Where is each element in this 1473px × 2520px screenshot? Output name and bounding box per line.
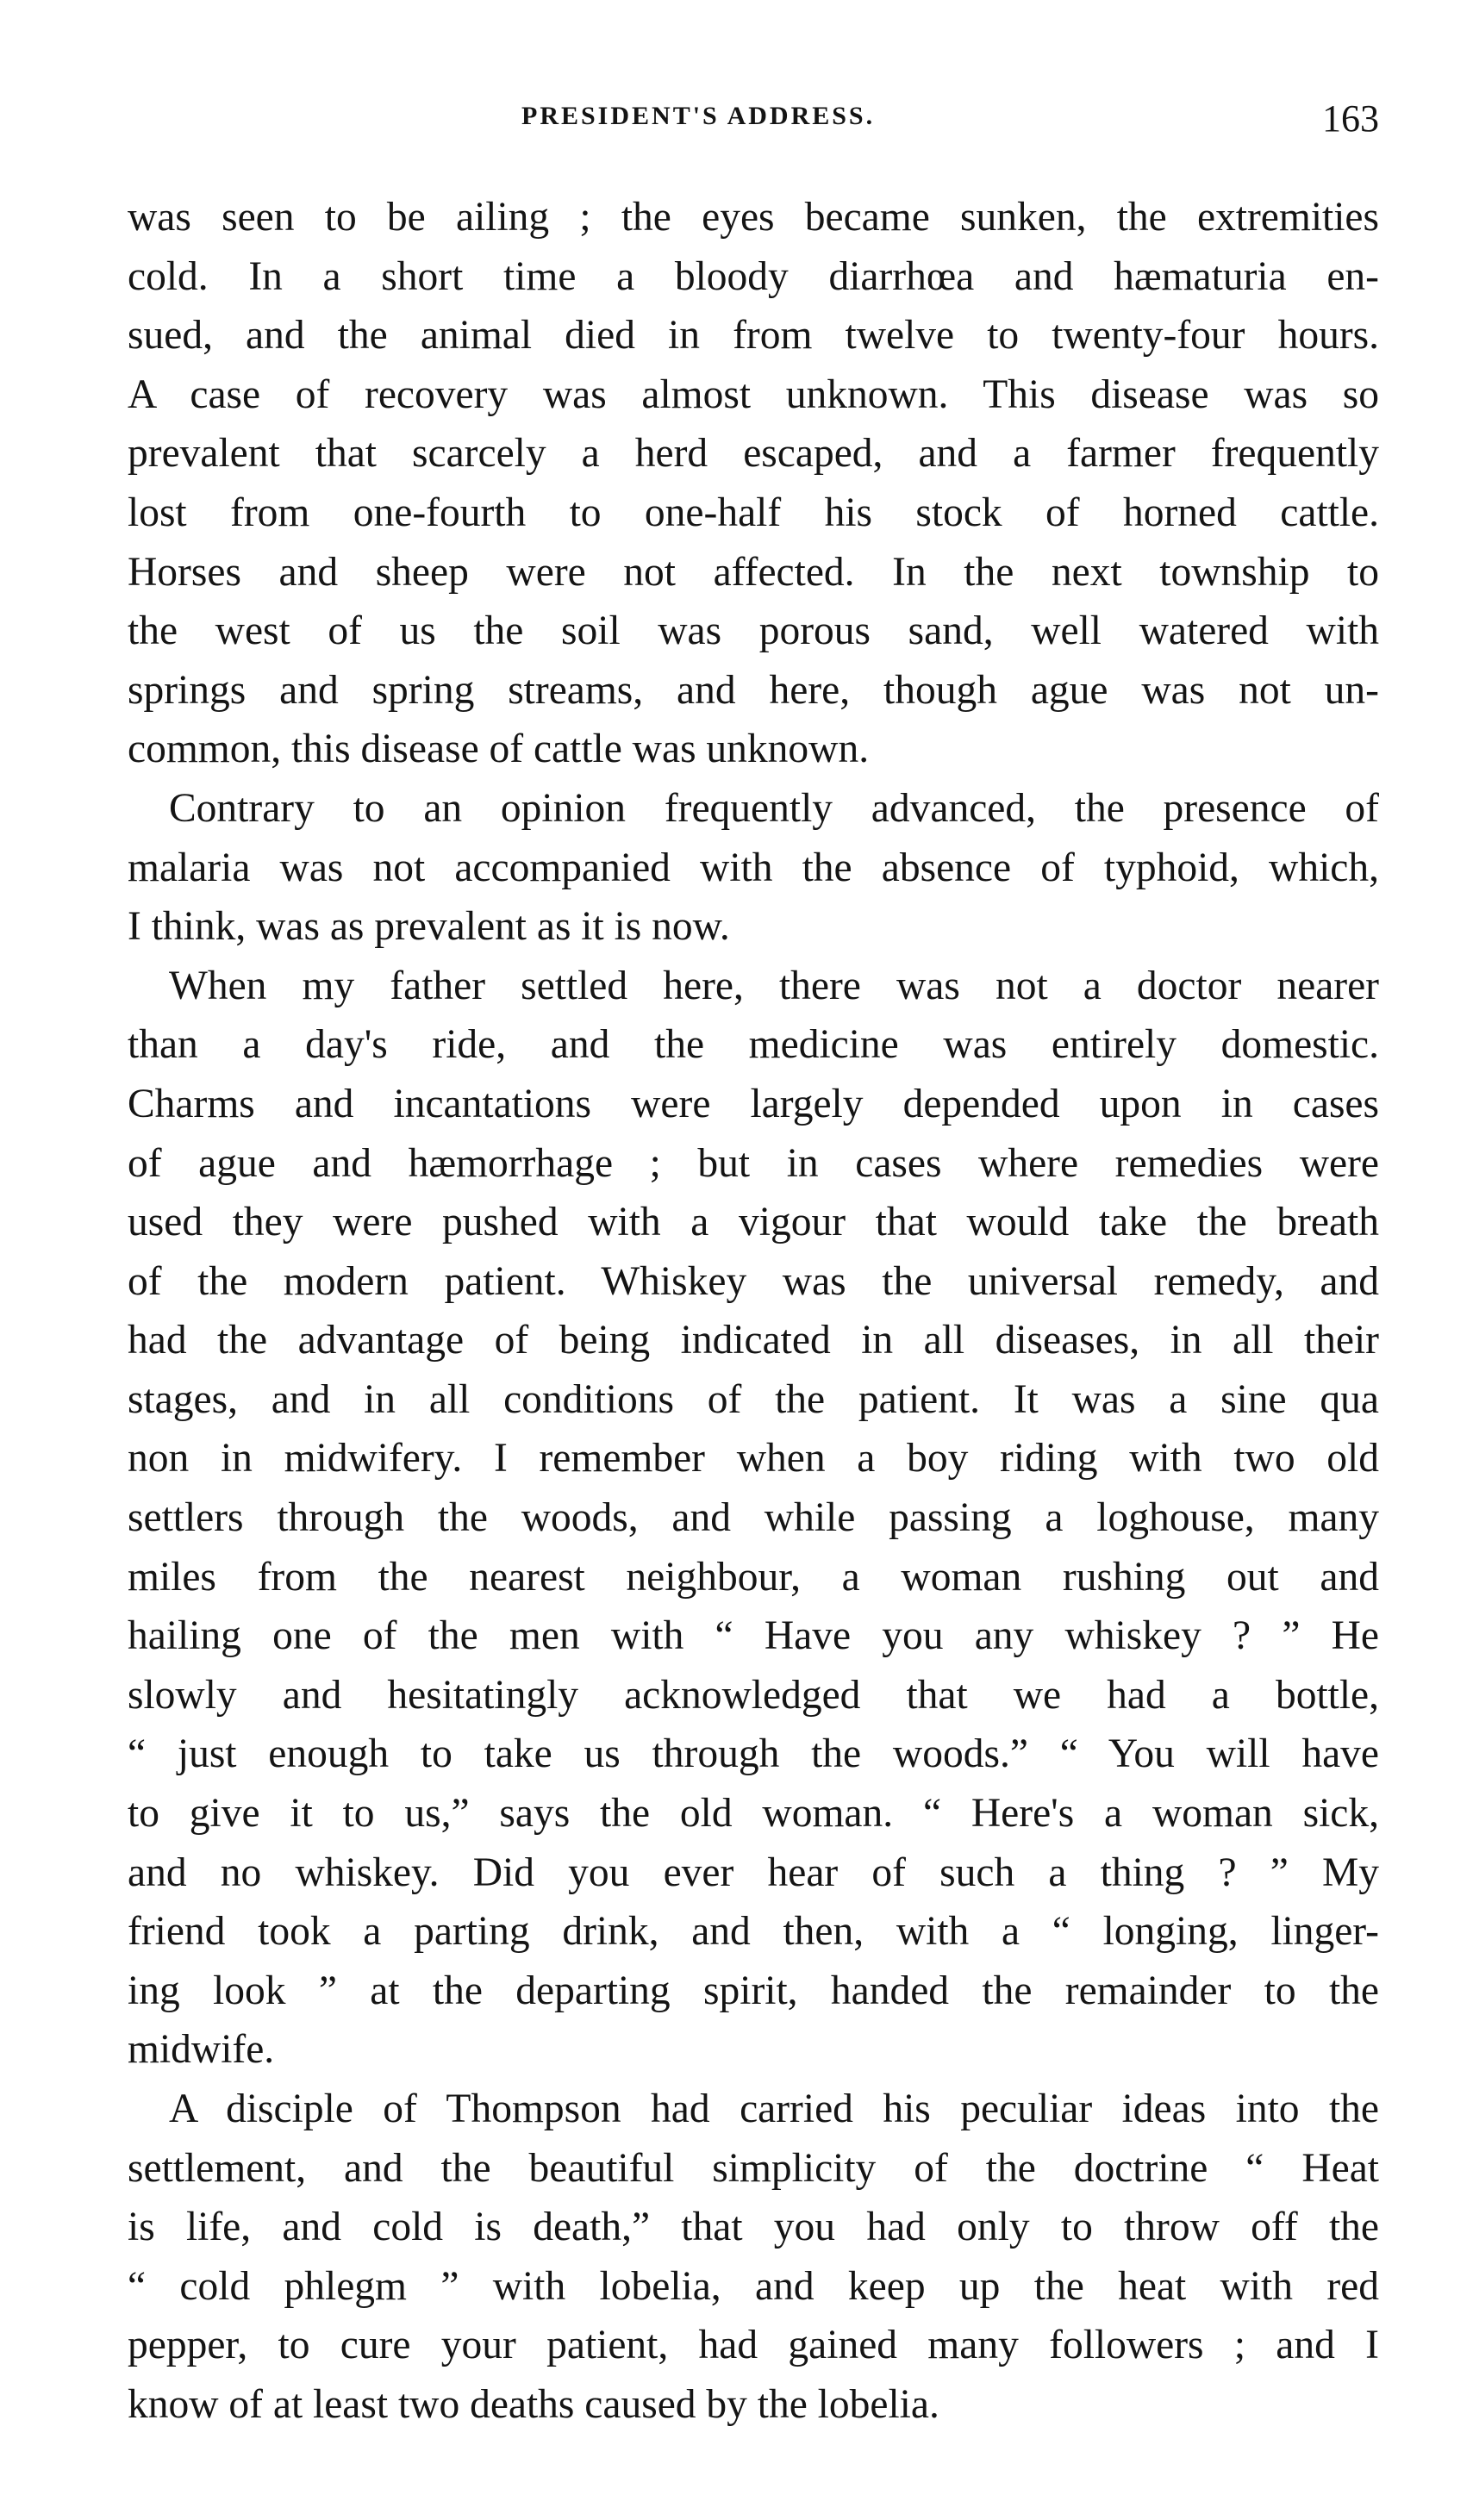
text-line: the west of us the soil was porous sand, well watered with	[128, 608, 1379, 654]
page-header	[129, 97, 1379, 145]
text-line: slowly and hesitatingly acknowledged that we had a bottle,	[128, 1672, 1379, 1718]
text-line: than a day's ride, and the medicine was entirely domestic.	[128, 1022, 1379, 1068]
text-line: When my father settled here, there was not a doctor nearer	[169, 963, 1379, 1008]
text-line: midwife.	[128, 2027, 275, 2073]
paragraph	[128, 957, 1379, 2080]
text-line: pepper, to cure your patient, had gained many followers ; and I	[128, 2323, 1379, 2368]
text-line: Contrary to an opinion frequently advanced, the presence of	[169, 785, 1379, 831]
text-line: non in midwifery. I remember when a boy riding with two old	[128, 1436, 1379, 1481]
text-line: sued, and the animal died in from twelve to twenty-four hours.	[128, 313, 1379, 359]
text-line: miles from the nearest neighbour, a woman rushing out and	[128, 1554, 1379, 1600]
text-line: cold. In a short time a bloody diarrhœa and hæmaturia en-	[128, 253, 1379, 299]
text-line: I think, was as prevalent as it is now.	[128, 904, 730, 950]
text-line: “ cold phlegm ” with lobelia, and keep up the heat with red	[128, 2263, 1379, 2309]
text-line: friend took a parting drink, and then, with a “ longing, linger-	[128, 1909, 1379, 1955]
text-line: A case of recovery was almost unknown. This disease was so	[128, 371, 1379, 417]
text-line: lost from one-fourth to one-half his stock of horned cattle.	[128, 490, 1379, 535]
text-line: and no whiskey. Did you ever hear of such a thing ? ” My	[128, 1849, 1379, 1895]
text-line: springs and spring streams, and here, though ague was not un-	[128, 667, 1379, 713]
text-line: settlers through the woods, and while passing a loghouse, many	[128, 1495, 1379, 1541]
text-line: hailing one of the men with “ Have you any whiskey ? ” He	[128, 1613, 1379, 1659]
running-head: PRESIDENT'S ADDRESS.	[521, 102, 876, 130]
text-line: of the modern patient. Whiskey was the universal remedy, and	[128, 1258, 1379, 1304]
body-text	[128, 188, 1379, 2435]
text-line: to give it to us,” says the old woman. “ Here's a woman sick,	[128, 1791, 1379, 1837]
text-line: is life, and cold is death,” that you had only to throw off the	[128, 2205, 1379, 2250]
page-number: 163	[1322, 97, 1379, 140]
text-line: A disciple of Thompson had carried his peculiar ideas into the	[169, 2086, 1379, 2131]
text-line: prevalent that scarcely a herd escaped, and a farmer frequently	[128, 431, 1379, 477]
paragraph	[128, 779, 1379, 957]
text-line: had the advantage of being indicated in all diseases, in all their	[128, 1318, 1379, 1363]
text-line: Charms and incantations were largely depended upon in cases	[128, 1081, 1379, 1126]
text-line: used they were pushed with a vigour that would take the breath	[128, 1200, 1379, 1245]
text-line: “ just enough to take us through the woods.” “ You will have	[128, 1731, 1379, 1777]
text-line: ing look ” at the departing spirit, handed the remainder to the	[128, 1968, 1379, 2013]
text-line: Horses and sheep were not affected. In the next township to	[128, 549, 1379, 595]
text-line: common, this disease of cattle was unknown.	[128, 727, 870, 772]
text-line: of ague and hæmorrhage ; but in cases where remedies were	[128, 1140, 1379, 1186]
text-line: was seen to be ailing ; the eyes became sunken, the extremities	[128, 195, 1379, 240]
text-line: know of at least two deaths caused by the lobelia.	[128, 2381, 939, 2427]
text-line: malaria was not accompanied with the absence of typhoid, which,	[128, 845, 1379, 890]
text-line: settlement, and the beautiful simplicity of the doctrine “ Heat	[128, 2145, 1379, 2191]
paragraph	[128, 2080, 1379, 2435]
text-line: stages, and in all conditions of the patient. It was a sine qua	[128, 1376, 1379, 1422]
paragraph	[128, 188, 1379, 779]
